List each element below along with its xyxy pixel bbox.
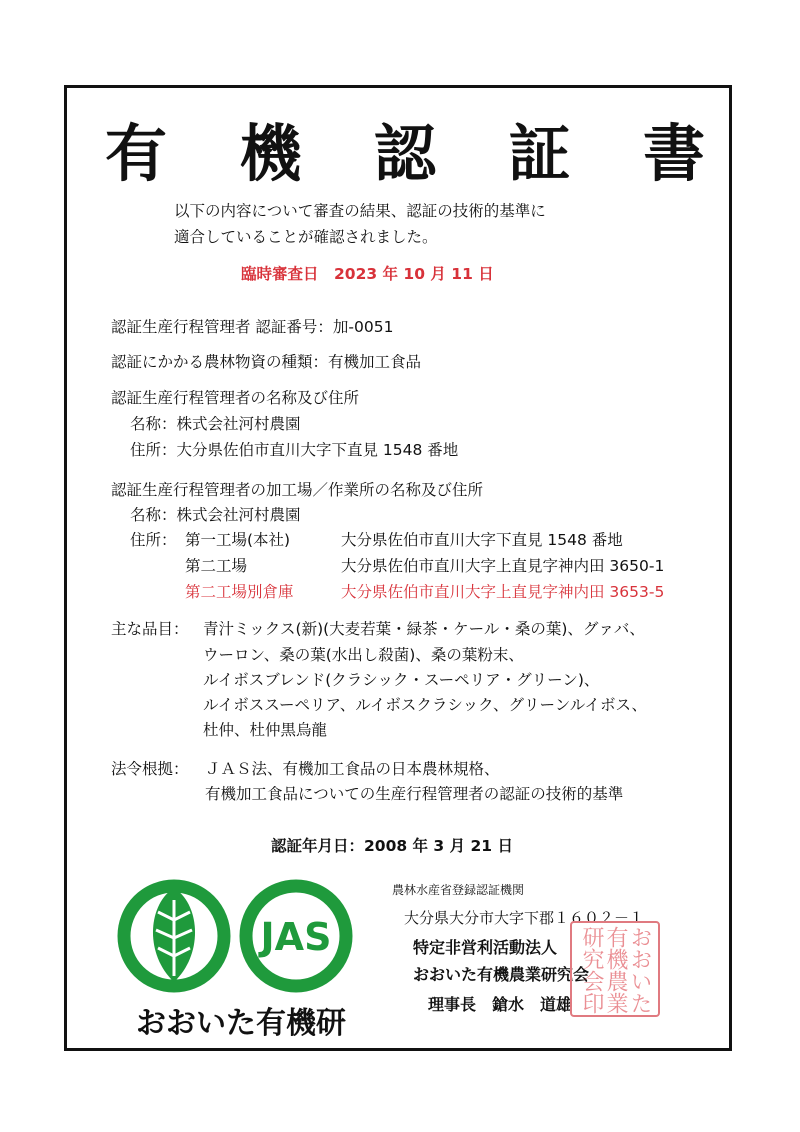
law-label: 法令根拠： [111, 760, 189, 778]
official-seal [570, 921, 660, 1017]
factory-site-address: 大分県佐伯市直川大字下直見 1548 番地 [341, 531, 623, 549]
products-line: ルイボススーペリア、ルイボスクラシック、グリーンルイボス、 [203, 696, 647, 714]
factory-site-address: 大分県佐伯市直川大字上直見字神内田 3650-1 [341, 557, 665, 575]
factory-heading: 認証生産行程管理者の加工場／作業所の名称及び住所 [111, 481, 484, 499]
title-char: 認 [373, 117, 436, 190]
products-line: ウーロン、桑の葉(水出し殺菌)、桑の葉粉末、 [203, 646, 524, 664]
certification-number: 認証生産行程管理者 認証番号：加-0051 [111, 318, 394, 336]
title-char: 証 [508, 117, 571, 190]
certified-product-type: 認証にかかる農林物資の種類：有機加工食品 [111, 353, 422, 371]
factory-site-address: 大分県佐伯市直川大字上直見字神内田 3653-5 [341, 583, 665, 601]
title-char: 有 [105, 117, 168, 190]
jas-organic-logo [110, 872, 362, 1000]
certification-date: 認証年月日：2008 年 3 月 21 日 [271, 837, 513, 855]
factory-name: 名称：株式会社河村農園 [130, 506, 301, 524]
factory-address-label: 住所： [130, 531, 177, 549]
seal-text: 有機農業 [603, 926, 628, 1014]
issuer-chair: 理事長 鎗水 道雄 [428, 995, 573, 1014]
title-char: 機 [239, 117, 302, 190]
logo-caption: おおいた有機研 [136, 1006, 346, 1041]
intro-line-1: 以下の内容について審査の結果、認証の技術的基準に [174, 202, 546, 220]
manager-heading: 認証生産行程管理者の名称及び住所 [111, 389, 360, 407]
factory-site-name: 第二工場 [185, 557, 248, 575]
manager-address: 住所：大分県佐伯市直川大字下直見 1548 番地 [130, 441, 459, 459]
jas-mark-text: JAS [260, 915, 332, 959]
certificate-title [105, 104, 705, 193]
issuer-address: 大分県大分市大字下郡１６０２－１ [404, 909, 645, 927]
products-line: 青汁ミックス(新)(大麦若葉・緑茶・ケール・桑の葉)、グァバ、 [203, 620, 645, 638]
products-label: 主な品目： [111, 620, 189, 638]
temporary-inspection-date: 臨時審査日 2023 年 10 月 11 日 [241, 265, 494, 283]
intro-line-2: 適合していることが確認されました。 [174, 228, 438, 246]
title-char: 書 [642, 117, 705, 190]
issuer-org-type: 特定非営利活動法人 [413, 938, 558, 957]
manager-name: 名称：株式会社河村農園 [130, 415, 301, 433]
issuer-registration: 農林水産省登録認証機関 [392, 883, 525, 897]
law-line-1: ＪＡＳ法、有機加工食品の日本農林規格、 [205, 760, 500, 778]
factory-site-name: 第一工場(本社) [185, 531, 291, 549]
factory-site-name: 第二工場別倉庫 [185, 583, 294, 601]
issuer-org-name: おおいた有機農業研究会 [413, 965, 590, 984]
seal-text: 研究会印 [579, 926, 604, 1014]
products-line: ルイボスブレンド(クラシック・スーペリア・グリーン)、 [203, 671, 600, 689]
law-line-2: 有機加工食品についての生産行程管理者の認証の技術的基準 [205, 785, 624, 803]
products-line: 杜仲、杜仲黒烏龍 [203, 721, 328, 739]
seal-text: おおいた [627, 926, 652, 1014]
